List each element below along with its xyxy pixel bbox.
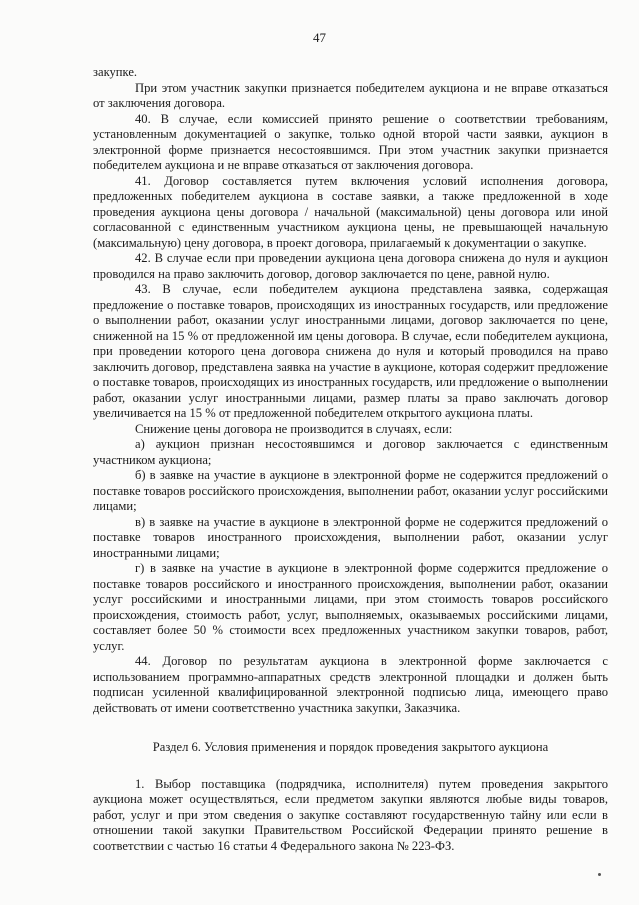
exception-item-a: а) аукцион признан несостоявшимся и договор заключается с единственным участником аукциона; — [93, 437, 608, 467]
exception-item-b: б) в заявке на участие в аукционе в электронной форме не содержится предложений о поставке товаров российского происхождения, выполнении работ, оказании услуг российскими лицами; — [93, 468, 608, 513]
clause-41: 41. Договор составляется путем включения условий исполнения договора, предложенных победителем аукциона в составе заявки, а также предложенной в ходе проведения аукциона цены договора / начальной (максимальной) цены договора или иной согласованной с единственным участником аукциона цены, не превышающей начальную (максимальную) цену договора, в проект договора, прилагаемый к документации о закупке. — [93, 173, 608, 250]
page-content — [93, 65, 608, 854]
clause-42: 42. В случае если при проведении аукциона цена договора снижена до нуля и аукцион проводился на право заключить договор, договор заключается по цене, равной нулю. — [93, 251, 608, 281]
paragraph-winner-note: При этом участник закупки признается победителем аукциона и не вправе отказаться от заключения договора. — [93, 80, 608, 110]
scan-speck — [598, 873, 601, 876]
clause-43: 43. В случае, если победителем аукциона представлена заявка, содержащая предложение о поставке товаров, происходящих из иностранных государств, или предложение о выполнении работ, оказании услуг иностранными лицами, договор заключается по цене, сниженной на 15 % от предложенной им цены договора. В случае, если победителем аукциона, при проведении которого цена договора снижена до нуля и который проводился на право заключить договор, представлена заявка на участие в аукционе, которая содержит предложение о поставке товаров, происходящих из иностранных государств, или предложение о выполнении работ, оказании услуг иностранными лицами, размер платы за право заключать договор увеличивается на 15 % от предложенной победителем открытого аукциона платы. — [93, 282, 608, 420]
clause-44: 44. Договор по результатам аукциона в электронной форме заключается с использованием программно-аппаратных средств электронной площадки и должен быть подписан усиленной квалифицированной электронной подписью лица, имеющего право действовать от имени соответственно участника закупки, Заказчика. — [93, 654, 608, 715]
section-6-clause-1: 1. Выбор поставщика (подрядчика, исполнителя) путем проведения закрытого аукциона может осуществляться, если предметом закупки являются любые виды товаров, работ, услуг и при этом сведения о закупке составляют государственную тайну или если в отношении такой закупки Правительством Российской Федерации принято решение в соответствии с частью 16 статьи 4 Федерального закона № 223-ФЗ. — [93, 776, 608, 853]
page-number: 47 — [313, 30, 326, 45]
paragraph-continuation: закупке. — [93, 65, 138, 79]
exception-item-c: в) в заявке на участие в аукционе в электронной форме не содержится предложений о поставке товаров иностранного происхождения, выполнении работ, оказании услуг иностранными лицами; — [93, 514, 608, 560]
price-reduction-exceptions-intro: Снижение цены договора не производится в случаях, если: — [135, 421, 453, 436]
section-heading: Раздел 6. Условия применения и порядок проведения закрытого аукциона — [152, 740, 549, 754]
exception-item-d: г) в заявке на участие в аукционе в электронной форме содержится предложение о поставке товаров российского и иностранного происхождения, выполнении работ, оказании услуг российскими и иностранными лицами, при этом стоимость товаров российского происхождения, стоимость работ, услуг, выполняемых, оказываемых российскими лицами, составляет более 50 % стоимости всех предложенных участником закупки товаров, работ, услуг. — [93, 561, 608, 653]
clause-40: 40. В случае, если комиссией принято решение о соответствии требованиям, установленным документацией о закупке, только одной второй части заявки, аукцион в электронной форме признается несостоявшимся. При этом участник закупки признается победителем аукциона и не вправе отказаться от заключения договора. — [93, 111, 608, 172]
